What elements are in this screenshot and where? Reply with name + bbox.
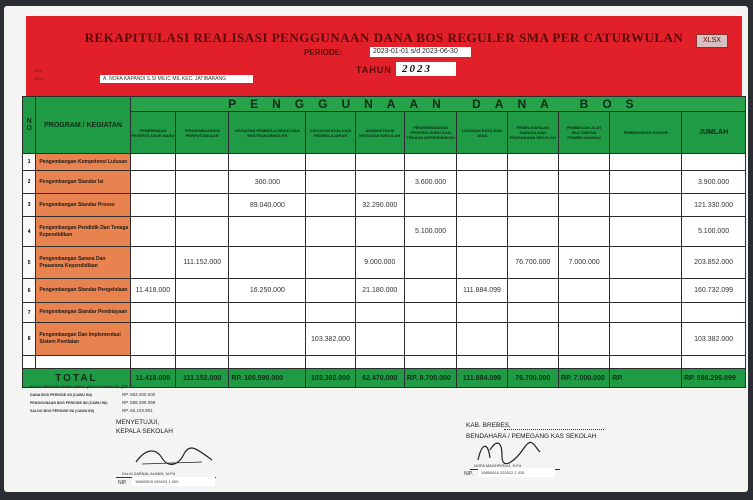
- value-cell: 7.000.000: [558, 247, 609, 279]
- row-number: 6: [23, 279, 36, 303]
- value-cell: [229, 247, 306, 279]
- saldo-value: RP. 663.400.000: [122, 392, 156, 397]
- value-cell: [610, 171, 682, 194]
- value-cell: [404, 323, 456, 356]
- value-cell: [610, 154, 682, 171]
- program-name: Pengembangan Dan Implementasi Sistem Penilaian: [36, 323, 130, 356]
- col-header: PENERIMAAN PESERTA DIDIK BARU: [130, 112, 175, 154]
- treasurer-name: NOFA MAGHFIROH, S.Pd: [474, 463, 522, 468]
- total-cell: RP.: [610, 369, 682, 388]
- value-cell: [507, 279, 558, 303]
- value-cell: [306, 247, 355, 279]
- value-cell: [355, 323, 404, 356]
- program-name: Pengembangan Kompetensi Lulusan: [36, 154, 130, 171]
- row-number: 2: [23, 171, 36, 194]
- value-cell: [610, 279, 682, 303]
- value-cell: [229, 154, 306, 171]
- value-cell: 9.000.000: [355, 247, 404, 279]
- value-cell: [558, 171, 609, 194]
- value-cell: 103.382.000: [306, 323, 355, 356]
- tahun-label: TAHUN: [356, 65, 392, 75]
- value-cell: [229, 217, 306, 247]
- value-cell: [175, 303, 228, 323]
- tahun-field[interactable]: 2023: [396, 62, 456, 76]
- saldo-label: SALDO PERIODE SEBELUMNYA (SALDO TAHUN 20...): [30, 385, 123, 389]
- value-cell: 76.700.000: [507, 247, 558, 279]
- value-cell: [558, 303, 609, 323]
- value-cell: [558, 154, 609, 171]
- value-cell: [355, 171, 404, 194]
- table-row: [23, 171, 746, 194]
- row-number: 3: [23, 194, 36, 217]
- total-cell: RP. 8.700.000: [404, 369, 456, 388]
- value-cell: [229, 303, 306, 323]
- row-number: 7: [23, 303, 36, 323]
- value-cell: [558, 323, 609, 356]
- value-cell: [610, 247, 682, 279]
- group-header: PENGGUNAAN DANA BOS: [130, 97, 745, 112]
- col-header: LAYANAN DAYA DAN JASA: [457, 112, 507, 154]
- saldo-value: RP. 0: [122, 384, 133, 389]
- value-cell: [507, 303, 558, 323]
- value-cell: [130, 194, 175, 217]
- report-title: REKAPITULASI REALISASI PENGGUNAAN DANA BOS REGULER SMA PER CATURWULAN: [84, 30, 684, 45]
- value-cell: [558, 194, 609, 217]
- value-cell: 111.152.000: [175, 247, 228, 279]
- value-cell: [507, 171, 558, 194]
- value-cell: [610, 217, 682, 247]
- col-header: PENGEMBANGAN PERPUSTAKAAN: [175, 112, 228, 154]
- value-cell: [130, 217, 175, 247]
- value-cell: [610, 303, 682, 323]
- total-cell: 11.418.000: [130, 369, 175, 388]
- value-cell: [457, 217, 507, 247]
- col-header: PEMBELIAN ALAT MULTIMEDIA PEMBELAJARAN: [558, 112, 609, 154]
- jumlah-cell: 103.382.000: [682, 323, 746, 356]
- place-date-label: KAB. BREBES,: [466, 422, 511, 429]
- total-cell: RP. 105.590.000: [229, 369, 306, 388]
- col-header: KEGIATAN PEMBELAJARAN DAN EKSTRAKURIKULER: [229, 112, 306, 154]
- realisasi-table: [22, 96, 746, 388]
- program-name: Pengembangan Sarana Dan Prasarana Kependidikan: [36, 247, 130, 279]
- value-cell: [457, 303, 507, 323]
- value-cell: [175, 323, 228, 356]
- value-cell: [175, 154, 228, 171]
- value-cell: [175, 194, 228, 217]
- total-cell: 111.152.000: [175, 369, 228, 388]
- value-cell: [457, 323, 507, 356]
- export-xlsx-button[interactable]: XLSX: [696, 34, 728, 48]
- value-cell: [355, 154, 404, 171]
- value-cell: [457, 247, 507, 279]
- col-header: KEGIATAN EVALUASI PEMBELAJARAN: [306, 112, 355, 154]
- value-cell: [404, 303, 456, 323]
- headmaster-name: Drs.M.ZAENAL ALIMIN, M.Pd: [122, 471, 175, 476]
- value-cell: [175, 279, 228, 303]
- col-header: PEMBAYARAN HONOR: [610, 112, 682, 154]
- value-cell: [130, 303, 175, 323]
- total-jumlah: RP. 598.296.099: [682, 369, 746, 388]
- row-number: 5: [23, 247, 36, 279]
- total-cell: RP. 7.000.000: [558, 369, 609, 388]
- total-label: TOTAL: [23, 369, 131, 388]
- value-cell: [130, 171, 175, 194]
- date-line: [504, 429, 604, 430]
- value-cell: 5.100.000: [404, 217, 456, 247]
- report-header: [26, 16, 742, 96]
- total-cell: 76.700.000: [507, 369, 558, 388]
- treasurer-nip-label: NIP.: [464, 471, 474, 477]
- value-cell: 32.290.000: [355, 194, 404, 217]
- value-cell: [610, 323, 682, 356]
- col-header: ADMINISTRASI KEGIATAN SEKOLAH: [355, 112, 404, 154]
- col-header: PENGEMBANGAN PROFESI GURU DAN TENAGA KEPENDIDIKAN: [404, 112, 456, 154]
- school-label-2: ▪▪▪▪▪▪▪: [34, 76, 44, 81]
- value-cell: [175, 171, 228, 194]
- col-no-header: N O: [23, 97, 36, 154]
- treasurer-nip: 19850916 202012 2 015: [478, 468, 555, 477]
- jumlah-cell: 160.732.099: [682, 279, 746, 303]
- value-cell: [404, 194, 456, 217]
- value-cell: 300.000: [229, 171, 306, 194]
- value-cell: [355, 303, 404, 323]
- school-field: A. NOFA KAPANDI S.SI MILIC MIL KEC. JATIBARANG: [100, 75, 253, 83]
- col-jumlah-header: JUMLAH: [682, 112, 746, 154]
- value-cell: [306, 194, 355, 217]
- value-cell: [355, 217, 404, 247]
- jumlah-cell: [682, 303, 746, 323]
- table-row: [23, 279, 746, 303]
- table-row: [23, 247, 746, 279]
- value-cell: [130, 154, 175, 171]
- table-row: [23, 217, 746, 247]
- value-cell: 11.418.000: [130, 279, 175, 303]
- program-name: Pengembangan Standar Pembiayaan: [36, 303, 130, 323]
- value-cell: [457, 194, 507, 217]
- approval-label: MENYETUJUI,: [116, 419, 160, 426]
- table-row: [23, 323, 746, 356]
- jumlah-cell: 3.900.000: [682, 171, 746, 194]
- value-cell: [306, 303, 355, 323]
- row-number: 1: [23, 154, 36, 171]
- program-name: Pengembangan Standar Pengelolaan: [36, 279, 130, 303]
- value-cell: [558, 279, 609, 303]
- value-cell: [558, 217, 609, 247]
- value-cell: [610, 194, 682, 217]
- signature-headmaster: [132, 442, 216, 470]
- table-row: [23, 303, 746, 323]
- headmaster-nip: 19650509 199203 1 009: [132, 477, 215, 486]
- value-cell: [404, 247, 456, 279]
- total-cell: 111.884.099: [457, 369, 507, 388]
- report-sheet: [4, 6, 748, 492]
- school-label: ▪▪▪▪▪▪: [34, 68, 43, 73]
- total-cell: 103.382.000: [306, 369, 355, 388]
- jumlah-cell: 5.100.000: [682, 217, 746, 247]
- periode-label: PERIODE:: [304, 48, 343, 57]
- program-name: Pengembangan Standar Isi: [36, 171, 130, 194]
- table-row: [23, 154, 746, 171]
- bendahara-label: BENDAHARA / PEMEGANG KAS SEKOLAH: [466, 433, 597, 440]
- jumlah-cell: 203.852.000: [682, 247, 746, 279]
- value-cell: [507, 217, 558, 247]
- total-cell: 62.470.000: [355, 369, 404, 388]
- headmaster-nip-label: NIP.: [118, 480, 128, 486]
- value-cell: [404, 154, 456, 171]
- periode-field[interactable]: 2023-01-01 s/d 2023-06-30: [370, 47, 471, 57]
- col-header: PEMELIHARAAN SARANA DAN PRASARANA SEKOLAH: [507, 112, 558, 154]
- spacer-row: [23, 356, 746, 369]
- program-name: Pengembangan Pendidik Dan Tenaga Kependidikan: [36, 217, 130, 247]
- value-cell: 3.600.000: [404, 171, 456, 194]
- saldo-label: PENGGUNAAN BOS PERIODE INI (CAWU INI): [30, 401, 108, 405]
- value-cell: [175, 217, 228, 247]
- value-cell: [229, 323, 306, 356]
- value-cell: [306, 279, 355, 303]
- saldo-value: RP. 598.296.099: [122, 400, 156, 405]
- row-number: 4: [23, 217, 36, 247]
- saldo-value: RP. 65.103.901: [122, 408, 153, 413]
- col-program-header: PROGRAM / KEGIATAN: [36, 97, 130, 154]
- saldo-label: SALDO BOS PERIODE INI (CAWU INI): [30, 409, 95, 413]
- kepala-sekolah-label: KEPALA SEKOLAH: [116, 428, 173, 435]
- value-cell: [507, 323, 558, 356]
- saldo-label: DANA BOS PERIODE INI (CAWU INI): [30, 393, 92, 397]
- program-name: Pengembangan Standar Proses: [36, 194, 130, 217]
- value-cell: [306, 171, 355, 194]
- value-cell: [306, 217, 355, 247]
- value-cell: 89.040.000: [229, 194, 306, 217]
- jumlah-cell: 121.330.000: [682, 194, 746, 217]
- value-cell: 16.250.000: [229, 279, 306, 303]
- value-cell: [507, 154, 558, 171]
- value-cell: [130, 247, 175, 279]
- value-cell: [306, 154, 355, 171]
- value-cell: [404, 279, 456, 303]
- value-cell: 21.180.000: [355, 279, 404, 303]
- jumlah-cell: [682, 154, 746, 171]
- row-number: 8: [23, 323, 36, 356]
- value-cell: [130, 323, 175, 356]
- value-cell: [507, 194, 558, 217]
- value-cell: [457, 171, 507, 194]
- value-cell: 111.884.099: [457, 279, 507, 303]
- signature-treasurer: [472, 438, 544, 464]
- table-row: [23, 194, 746, 217]
- value-cell: [457, 154, 507, 171]
